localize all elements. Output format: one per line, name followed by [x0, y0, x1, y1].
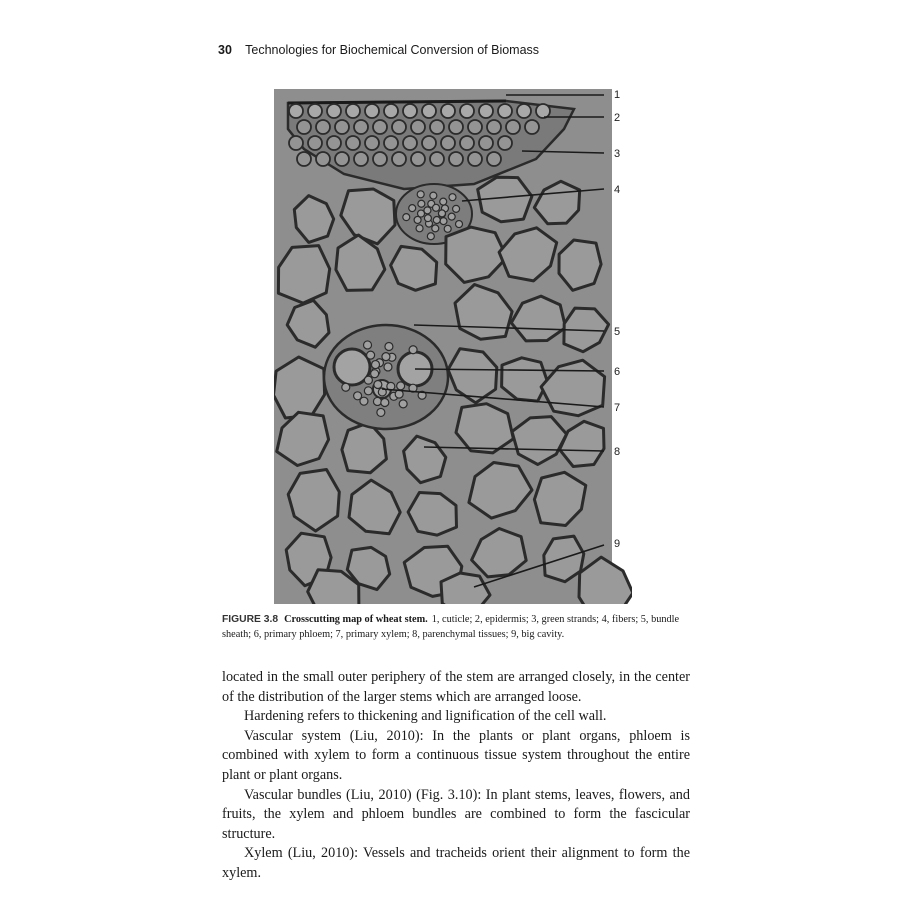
cell: [365, 136, 379, 150]
cell: [453, 205, 460, 212]
cell: [308, 104, 322, 118]
cell: [448, 213, 455, 220]
cell: [432, 225, 439, 232]
cell: [506, 120, 520, 134]
cell: [517, 104, 531, 118]
cell: [316, 152, 330, 166]
figure-caption: [222, 612, 692, 642]
paragraph: Xylem (Liu, 2010): Vessels and tracheids orient their alignment to form the xylem.: [222, 845, 690, 881]
cell: [327, 136, 341, 150]
cell: [479, 136, 493, 150]
cell: [385, 343, 393, 351]
cell: [430, 120, 444, 134]
parenchyma-cell: [278, 246, 329, 304]
callout-1: 1: [614, 89, 621, 101]
cell: [327, 104, 341, 118]
cell: [440, 198, 447, 205]
cell: [430, 152, 444, 166]
caption-title: Crosscutting map of wheat stem.: [284, 614, 428, 625]
cell: [409, 346, 417, 354]
caption-text: 1, cuticle; 2, epidermis; 3, green strands; 4, fibers; 5, bundle sheath; 6, primary phloem; 7, primary xylem; 8, parenchymal tissues; 9, big cavity.: [222, 614, 680, 640]
figure-3-8: [274, 89, 632, 604]
cell: [377, 408, 385, 416]
cell: [297, 152, 311, 166]
running-header: [218, 43, 539, 57]
cell: [354, 152, 368, 166]
cell: [335, 120, 349, 134]
cell: [449, 120, 463, 134]
cell: [354, 120, 368, 134]
cuticle-line: [288, 101, 506, 103]
paragraph: Hardening refers to thickening and lignification of the cell wall.: [244, 708, 607, 725]
cell: [422, 136, 436, 150]
cell: [487, 152, 501, 166]
cell: [460, 104, 474, 118]
cell: [289, 104, 303, 118]
body-text: [222, 668, 690, 884]
cell: [433, 217, 440, 224]
cell: [441, 104, 455, 118]
cell: [384, 104, 398, 118]
cell: [418, 210, 425, 217]
cell: [373, 152, 387, 166]
paragraph: Vascular system (Liu, 2010): In the plants or plant organs, phloem is combined with xylem to form a continuous tissue system throughout the entire plant or plant organs.: [222, 727, 690, 783]
wheat-stem-micrograph: [274, 89, 632, 604]
cell: [411, 120, 425, 134]
cell: [525, 120, 539, 134]
cell: [416, 225, 423, 232]
cell: [364, 341, 372, 349]
callout-8: 8: [614, 446, 621, 458]
cell: [399, 400, 407, 408]
callout-4: 4: [614, 184, 621, 196]
cell: [365, 104, 379, 118]
cell: [424, 215, 431, 222]
cell: [468, 152, 482, 166]
callout-labels: [614, 89, 620, 550]
cell: [289, 136, 303, 150]
cell: [392, 120, 406, 134]
cell: [479, 104, 493, 118]
callout-9: 9: [614, 538, 621, 550]
cell: [487, 120, 501, 134]
callout-2: 2: [614, 112, 621, 124]
cell: [418, 200, 425, 207]
cell: [409, 205, 416, 212]
cell: [403, 136, 417, 150]
parenchyma-cell: [274, 357, 325, 418]
cell: [364, 387, 372, 395]
callout-7: 7: [614, 402, 621, 414]
callout-6: 6: [614, 366, 621, 378]
cell: [536, 104, 550, 118]
running-title: Technologies for Biochemical Conversion of Biomass: [245, 43, 540, 57]
cell: [384, 363, 392, 371]
page-number: 30: [218, 43, 232, 57]
cell: [381, 398, 389, 406]
cell: [456, 221, 463, 228]
callout-5: 5: [614, 326, 621, 338]
cell: [297, 120, 311, 134]
cell: [384, 136, 398, 150]
cell: [417, 191, 424, 198]
cell: [444, 225, 451, 232]
cell: [438, 210, 445, 217]
cell: [460, 136, 474, 150]
cell: [346, 104, 360, 118]
cell: [342, 383, 350, 391]
cell: [440, 218, 447, 225]
paragraph: located in the small outer periphery of the stem are arranged closely, in the center of the distribution of the larger stems which are arranged loose.: [222, 669, 690, 705]
cell: [382, 353, 390, 361]
cell: [372, 361, 380, 369]
cell: [427, 233, 434, 240]
cell: [392, 152, 406, 166]
cell: [346, 136, 360, 150]
parenchyma-cell: [559, 240, 601, 290]
cell: [371, 370, 379, 378]
cell: [335, 152, 349, 166]
parenchyma-cell: [408, 493, 456, 536]
cell: [374, 381, 382, 389]
cell: [367, 351, 375, 359]
cell: [498, 136, 512, 150]
cell: [430, 192, 437, 199]
cell: [316, 120, 330, 134]
callout-3: 3: [614, 148, 621, 160]
cell: [433, 204, 440, 211]
paragraph: Vascular bundles (Liu, 2010) (Fig. 3.10): In plant stems, leaves, flowers, and fruits, the xylem and phloem bundles are combined to form the fascicular structure.: [222, 786, 690, 842]
cell: [411, 152, 425, 166]
cell: [498, 104, 512, 118]
cell: [364, 376, 372, 384]
cell: [308, 136, 322, 150]
caption-label: FIGURE 3.8: [222, 614, 279, 625]
cell: [397, 382, 405, 390]
cell: [468, 120, 482, 134]
cell: [403, 214, 410, 221]
cell: [373, 120, 387, 134]
cell: [449, 194, 456, 201]
cell: [403, 104, 417, 118]
cell: [449, 152, 463, 166]
cell: [422, 104, 436, 118]
cell: [373, 397, 381, 405]
cell: [441, 136, 455, 150]
cell: [360, 397, 368, 405]
